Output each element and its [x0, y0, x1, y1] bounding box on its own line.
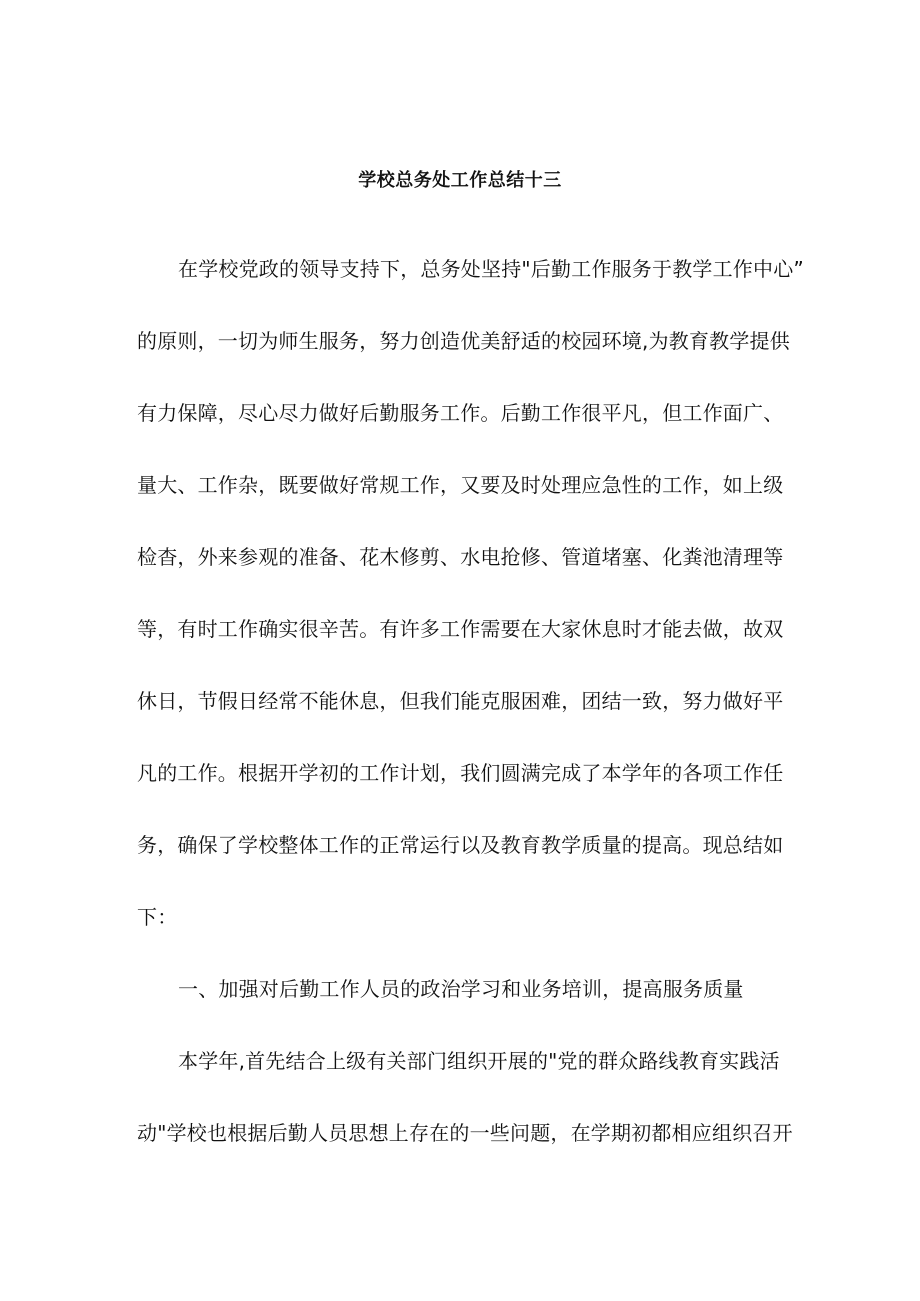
document-title: 学校总务处工作总结十三 [358, 170, 562, 191]
paragraph-line: 检杳，外来参观的准备、花木修剪、水电抢修、管道堵塞、化粪池清理等 [137, 545, 784, 569]
paragraph-line: 下： [137, 905, 178, 929]
paragraph-line: 的原则，一切为师生服务，努力创造优美舒适的校园环境,为教育教学提供 [137, 329, 790, 353]
paragraph-line: 动"学校也根据后勤人员思想上存在的一些问题，在学期初都相应组织召开 [137, 1121, 793, 1145]
paragraph-line: 休日，节假日经常不能休息，但我们能克服困难，团结一致，努力做好平 [137, 689, 784, 713]
paragraph-line: 凡的工作。根据开学初的工作计划，我们圆满完成了本学年的各项工作任 [137, 761, 784, 785]
paragraph-line: 等，有时工作确实很辛苦。有许多工作需要在大家休息时才能去做，故双 [137, 617, 784, 641]
section-heading: 一、加强对后勤工作人员的政治学习和业务培训，提高服务质量 [178, 977, 744, 1001]
paragraph-line: 本学年,首先结合上级有关部门组织开展的"党的群众路线教育实践活 [178, 1049, 780, 1073]
paragraph-line: 在学校党政的领导支持下，总务处坚持"后勤工作服务于教学工作中心” [178, 257, 804, 281]
paragraph-line: 有力保障，尽心尽力做好后勤服务工作。后勤工作很平凡，但工作面广、 [137, 401, 784, 425]
paragraph-line: 量大、工作杂，既要做好常规工作，又要及时处理应急性的工作，如上级 [137, 473, 784, 497]
paragraph-line: 务，确保了学校整体工作的正常运行以及教育教学质量的提高。现总结如 [137, 833, 784, 857]
